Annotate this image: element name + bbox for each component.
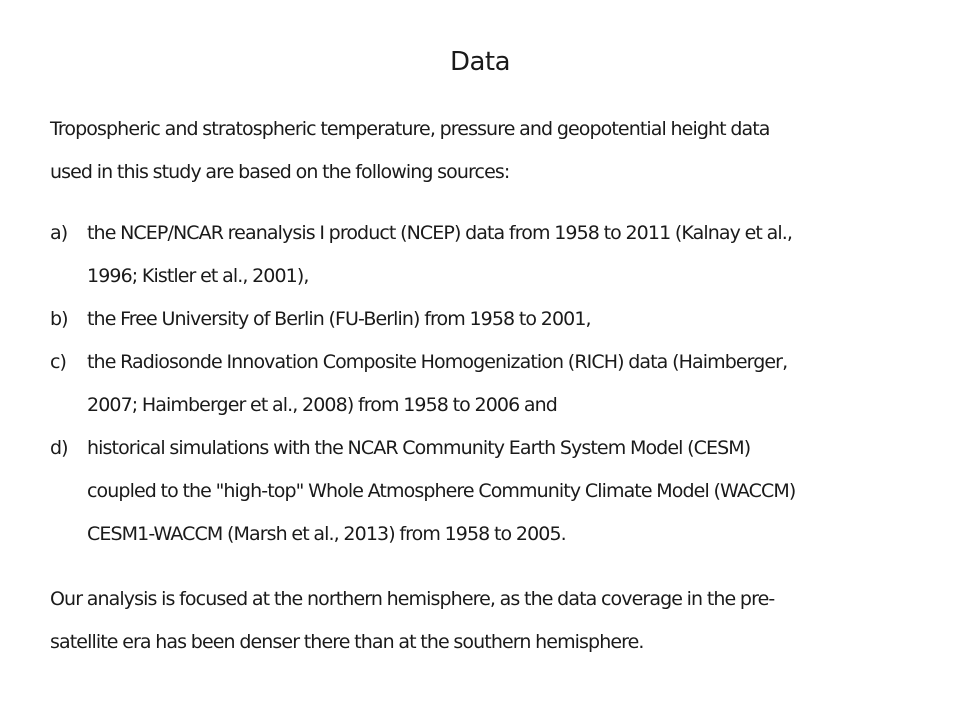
intro-line: used in this study are based on the following sources: xyxy=(50,161,510,183)
source-line: 1996; Kistler et al., 2001), xyxy=(87,265,309,287)
list-marker: a) xyxy=(50,222,68,244)
list-marker: b) xyxy=(50,308,68,330)
intro-line: Tropospheric and stratospheric temperature, pressure and geopotential height data xyxy=(50,118,770,140)
source-item-c xyxy=(50,341,910,427)
source-line: 2007; Haimberger et al., 2008) from 1958 to 2006 and xyxy=(87,394,557,416)
source-line: historical simulations with the NCAR Community Earth System Model (CESM) xyxy=(87,437,751,459)
outro-line: satellite era has been denser there than at the southern hemisphere. xyxy=(50,631,644,653)
outro-line: Our analysis is focused at the northern hemisphere, as the data coverage in the pre- xyxy=(50,588,775,610)
source-line: the Radiosonde Innovation Composite Homogenization (RICH) data (Haimberger, xyxy=(87,351,788,373)
source-line: the NCEP/NCAR reanalysis I product (NCEP) data from 1958 to 2011 (Kalnay et al., xyxy=(87,222,792,244)
source-line: coupled to the "high-top" Whole Atmosphere Community Climate Model (WACCM) xyxy=(87,480,796,502)
outro-paragraph xyxy=(50,578,910,664)
list-marker: d) xyxy=(50,437,68,459)
sources-list xyxy=(50,212,910,556)
source-line: the Free University of Berlin (FU-Berlin) from 1958 to 2001, xyxy=(87,308,591,330)
source-item-a xyxy=(50,212,910,298)
intro-paragraph xyxy=(50,108,910,194)
source-item-b xyxy=(50,298,910,341)
source-line: CESM1-WACCM (Marsh et al., 2013) from 1958 to 2005. xyxy=(87,523,566,545)
list-marker: c) xyxy=(50,351,67,373)
source-item-d xyxy=(50,427,910,556)
slide-title: Data xyxy=(449,47,511,77)
